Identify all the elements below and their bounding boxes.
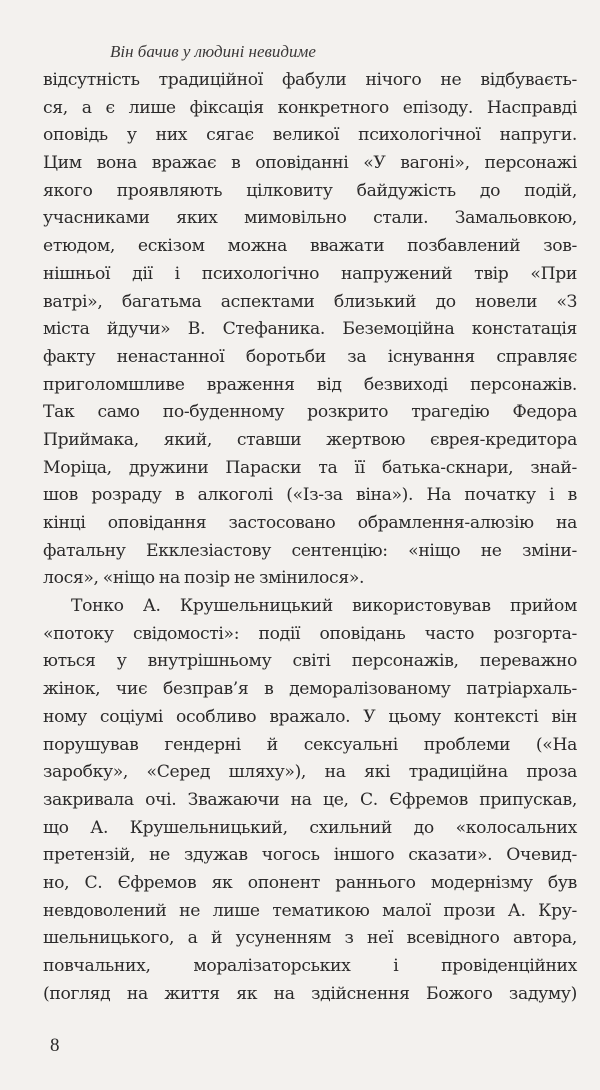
text-line: претензій, не здужав чогось іншого сказати». Очевид- (43, 845, 577, 866)
text-line: ються у внутрішньому світі персонажів, переважно (43, 651, 577, 672)
text-line: Приймака, який, ставши жертвою єврея-кредитора (43, 429, 577, 450)
text-line: етюдом, ескізом можна вважати позбавлений зов- (43, 236, 577, 257)
text-line: відсутність традиційної фабули нічого не відбуваєть- (43, 70, 577, 90)
text-line: ватрі», багатьма аспектами близький до новели «З (43, 291, 577, 312)
page-number: 8 (50, 1035, 60, 1056)
text-line: повчальних, моралізаторських і провіденційних (43, 956, 577, 976)
text-line: міста йдучи» В. Стефаника. Беземоційна констатація (43, 319, 577, 340)
paragraph (43, 593, 577, 1008)
text-line: Моріца, дружини Параски та її батька-скнари, знай- (43, 457, 577, 478)
paragraph (43, 67, 577, 593)
text-line: порушував гендерні й сексуальні проблеми («На (43, 734, 577, 755)
text-line: «потоку свідомості»: події оповідань часто розгорта- (43, 623, 577, 644)
text-line: факту ненастанної боротьби за існування справляє (43, 346, 577, 367)
text-line: (погляд на життя як на здійснення Божого задуму) (43, 983, 577, 1004)
text-line: ному соціумі особливо вражало. У цьому контексті він (43, 706, 577, 727)
text-line: що А. Крушельницький, схильний до «колосальних (43, 817, 577, 838)
text-line: Так само по-буденному розкрито трагедію Федора (43, 402, 577, 423)
body-text (43, 67, 577, 1008)
text-line: шов розраду в алкоголі («Із-за віна»). На початку і в (43, 485, 577, 506)
text-line: заробку», «Серед шляху»), на які традиційна проза (43, 762, 577, 783)
text-line: лося», «ніщо на позір не змінилося». (43, 568, 365, 589)
text-line: Тонко А. Крушельницький використовував прийом (71, 596, 577, 617)
text-line: приголомшливе враження від безвиході персонажів. (43, 374, 577, 395)
text-line: невдоволений не лише тематикою малої прози А. Кру- (43, 900, 577, 921)
running-header: Він бачив у людині невидиме (110, 42, 316, 61)
text-line: оповідь у них сягає великої психологічної напруги. (43, 125, 577, 146)
text-line: ся, а є лише фіксація конкретного епізоду. Насправді (43, 97, 577, 118)
text-line: закривала очі. Зважаючи на це, С. Єфремов припускав, (43, 789, 577, 810)
text-line: фатальну Екклезіастову сентенцію: «ніщо не зміни- (43, 540, 577, 561)
text-line: якого проявляють цілковиту байдужість до подій, (43, 180, 577, 201)
text-line: учасниками яких мимовільно стали. Замальовкою, (43, 208, 577, 229)
text-line: жінок, чиє безправ’я в деморалізованому патріархаль- (43, 679, 577, 700)
text-line: шельницького, а й усуненням з неї всевідного автора, (43, 928, 577, 949)
text-line: но, С. Єфремов як опонент раннього модернізму був (43, 872, 577, 893)
text-line: нішньої дії і психологічно напружений твір «При (43, 263, 577, 284)
text-line: Цим вона вражає в оповіданні «У вагоні», персонажі (43, 153, 577, 174)
text-line: кінці оповідання застосовано обрамлення-алюзію на (43, 513, 577, 533)
